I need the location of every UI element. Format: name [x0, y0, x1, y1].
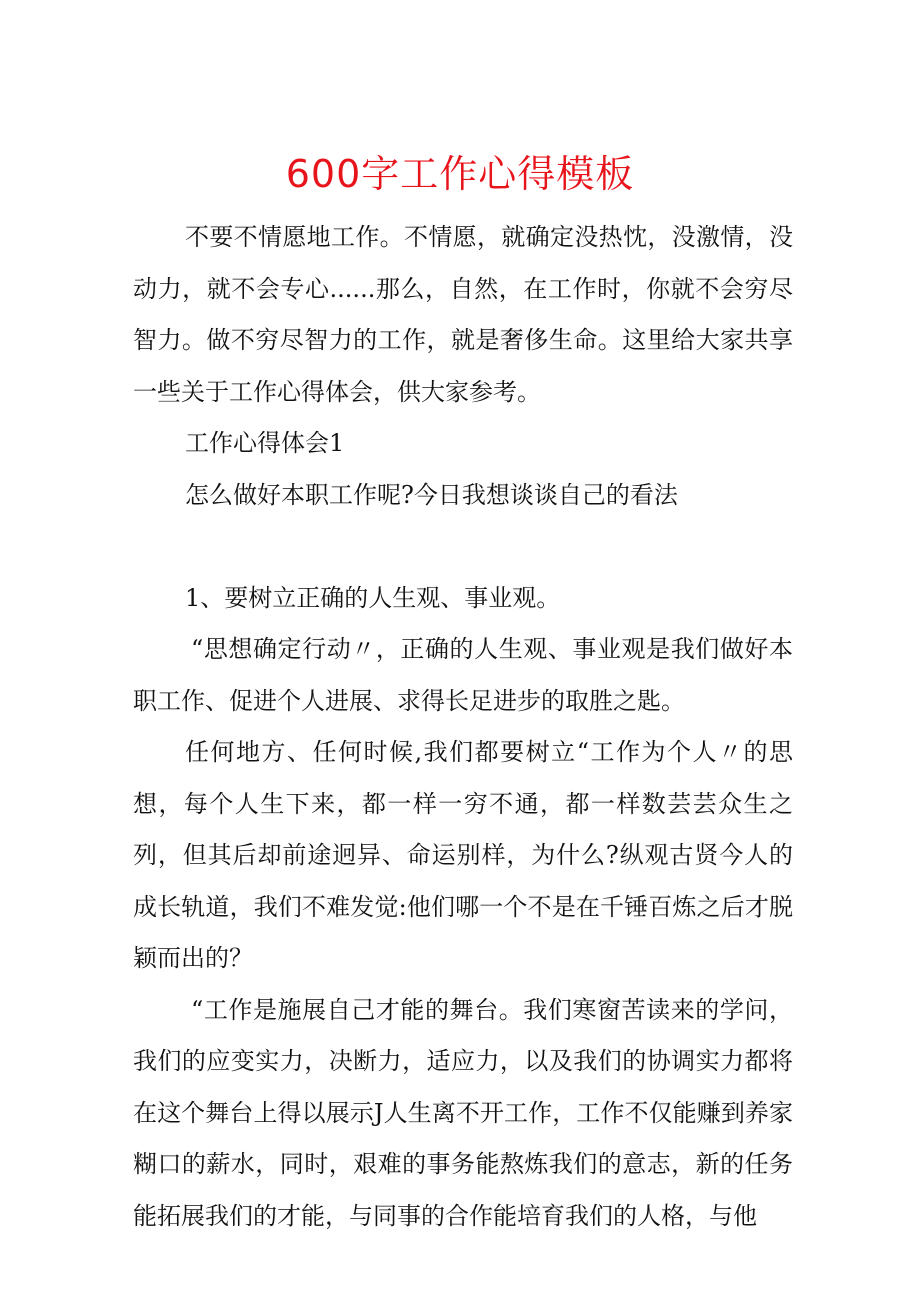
question-paragraph: 怎么做好本职工作呢?今日我想谈谈自己的看法 — [185, 480, 678, 509]
document-body — [133, 212, 793, 1242]
blank-line — [133, 521, 793, 573]
intro-paragraph: 不要不情愿地工作。不情愿，就确定没热忱，没激情，没动力，就不会专心......那么，自然，在工作时，你就不会穷尽智力。做不穷尽智力的工作，就是奢侈生命。这里给大家共享一些关于工作心得体会，供大家参考。 — [133, 223, 793, 406]
stage-paragraph: “工作是施展自己才能的舞台。我们寒窗苦读来的学问，我们的应变实力，决断力，适应力，以及我们的协调实力都将在这个舞台上得以展示J人生离不开工作，工作不仅能赚到养家糊口的薪水，同时，艰难的事务能熬炼我们的意志，新的任务能拓展我们的才能，与同事的合作能培育我们的人格，与他 — [133, 995, 793, 1230]
point-heading: 1、要树立正确的人生观、事业观。 — [185, 583, 561, 612]
document-title: 600字工作心得模板 — [285, 152, 635, 196]
anytime-paragraph: 任何地方、任何时候,我们都要树立“工作为个人〃的思想，每个人生下来，都一样一穷不通，都一样数芸芸众生之列，但其后却前途迥异、命运别样，为什么?纵观古贤今人的成长轨道，我们不难发觉:他们哪一个不是在千锤百炼之后才脱颖而出的？ — [133, 738, 793, 972]
thought-paragraph: “思想确定行动〃，正确的人生观、事业观是我们做好本职工作、促进个人进展、求得长足进步的取胜之匙。 — [133, 635, 793, 715]
section-heading: 工作心得体会1 — [185, 429, 345, 457]
